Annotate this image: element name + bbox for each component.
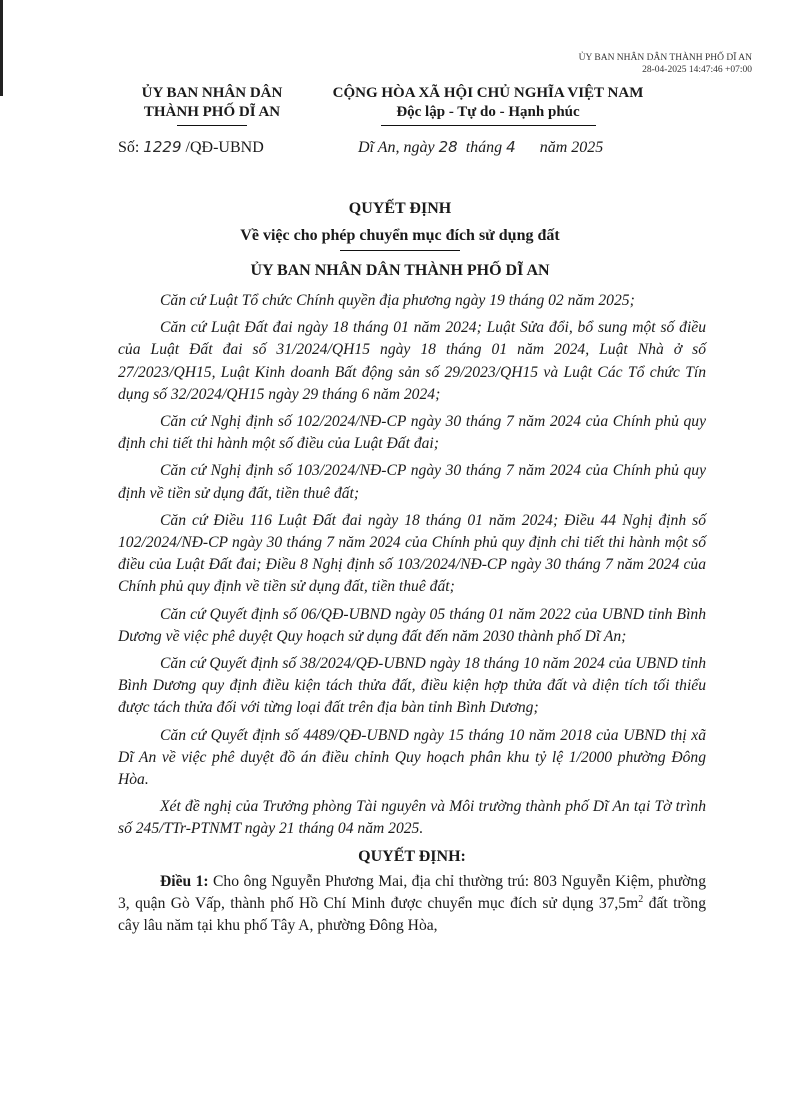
stamp-issuer: ỦY BAN NHÂN DÂN THÀNH PHỐ DĨ AN	[578, 53, 752, 63]
stamp-timestamp: 28-04-2025 14:47:46 +07:00	[642, 65, 752, 75]
decision-heading: QUYẾT ĐỊNH:	[358, 847, 466, 865]
agency-line-1: ỦY BAN NHÂN DÂN	[141, 85, 283, 101]
motto-underline	[381, 125, 596, 126]
document-date	[358, 138, 603, 157]
document-subtitle: Về việc cho phép chuyển mục đích sử dụng đất	[240, 227, 560, 244]
legal-basis-4: Căn cứ Nghị định số 103/2024/NĐ-CP ngày 30 tháng 7 năm 2024 của Chính phủ quy định về tiền sử dụng đất, tiền thuê đất;	[118, 462, 706, 502]
number-prefix: Số:	[118, 139, 140, 156]
digital-signature-stamp	[579, 52, 752, 76]
area-unit-superscript: 2	[638, 893, 644, 905]
article-1-text: Cho ông Nguyễn Phương Mai, địa chỉ thường trú: 803 Nguyễn Kiệm, phường 3, quận Gò Vấp, thành phố Hồ Chí Minh được chuyển mục đích sử dụng 37,5m	[118, 872, 706, 913]
legal-basis-2: Căn cứ Luật Đất đai ngày 18 tháng 01 năm 2024; Luật Sửa đổi, bổ sung một số điều của Luật Đất đai số 31/2024/QH15 ngày 18 tháng 01 năm 2024, Luật Nhà ở số 27/2023/QH15, Luật Kinh doanh Bất động sản số 29/2023/QH15 và Luật Các Tổ chức Tín dụng số 32/2024/QH15 ngày 29 tháng 6 năm 2024;	[118, 319, 706, 403]
scan-edge-mark	[0, 0, 3, 96]
date-year: năm 2025	[539, 139, 604, 156]
legal-basis-7: Căn cứ Quyết định số 38/2024/QĐ-UBND ngày 18 tháng 10 năm 2024 của UBND tỉnh Bình Dương quy định điều kiện tách thửa đất, điều kiện hợp thửa đất và diện tích tối thiểu được tách thửa đối với từng loại đất trên địa bàn tỉnh Bình Dương;	[118, 655, 706, 717]
legal-basis-1: Căn cứ Luật Tổ chức Chính quyền địa phương ngày 19 tháng 02 năm 2025;	[160, 292, 635, 309]
agency-line-2: THÀNH PHỐ DĨ AN	[143, 104, 281, 120]
issuing-authority: ỦY BAN NHÂN DÂN THÀNH PHỐ DĨ AN	[250, 262, 550, 279]
legal-basis-8: Căn cứ Quyết định số 4489/QĐ-UBND ngày 15 tháng 10 năm 2018 của UBND thị xã Dĩ An về việc phê duyệt đồ án điều chỉnh Quy hoạch phân khu tỷ lệ 1/2000 phường Đông Hòa.	[118, 726, 706, 789]
legal-basis-5: Căn cứ Điều 116 Luật Đất đai ngày 18 tháng 01 năm 2024; Điều 44 Nghị định số 102/2024/NĐ-CP ngày 30 tháng 7 năm 2024 của Chính phủ quy định chi tiết thi hành một số điều của Luật Đất đai; Điều 8 Nghị định số 103/2024/NĐ-CP ngày 30 tháng 7 năm 2024 của Chính phủ quy định về tiền sử dụng đất, tiền thuê đất;	[118, 511, 706, 596]
subtitle-underline	[340, 250, 460, 251]
country-name: CỘNG HÒA XÃ HỘI CHỦ NGHĨA VIỆT NAM	[332, 85, 644, 101]
article-1	[118, 871, 706, 938]
number-handwritten: 1229	[143, 138, 182, 156]
proposal-basis: Xét đề nghị của Trưởng phòng Tài nguyên và Môi trường thành phố Dĩ An tại Tờ trình số 245/TTr-PTNMT ngày 21 tháng 04 năm 2025.	[118, 798, 706, 838]
legal-basis-3: Căn cứ Nghị định số 102/2024/NĐ-CP ngày 30 tháng 7 năm 2024 của Chính phủ quy định chi tiết thi hành một số điều của Luật Đất đai;	[118, 413, 706, 453]
date-place: Dĩ An, ngày	[358, 139, 435, 156]
legal-basis-6: Căn cứ Quyết định số 06/QĐ-UBND ngày 05 tháng 01 năm 2022 của UBND tỉnh Bình Dương về việc phê duyệt Quy hoạch sử dụng đất đến năm 2030 thành phố Dĩ An;	[118, 605, 706, 645]
date-month-label: tháng	[465, 139, 503, 156]
issuing-agency-header	[112, 84, 312, 126]
national-motto-header	[318, 84, 658, 126]
document-title: QUYẾT ĐỊNH	[348, 200, 452, 217]
document-body	[118, 290, 706, 942]
article-1-label: Điều 1:	[160, 872, 209, 890]
article-1-text-cont: đất trồng cây lâu năm tại khu phố Tây A, phường Đông Hòa,	[118, 895, 707, 935]
agency-underline	[177, 125, 247, 126]
date-day: 28	[438, 138, 458, 156]
document-number	[118, 138, 264, 157]
national-motto: Độc lập - Tự do - Hạnh phúc	[396, 104, 580, 120]
number-suffix: /QĐ-UBND	[185, 139, 264, 156]
date-month: 4	[506, 138, 516, 156]
